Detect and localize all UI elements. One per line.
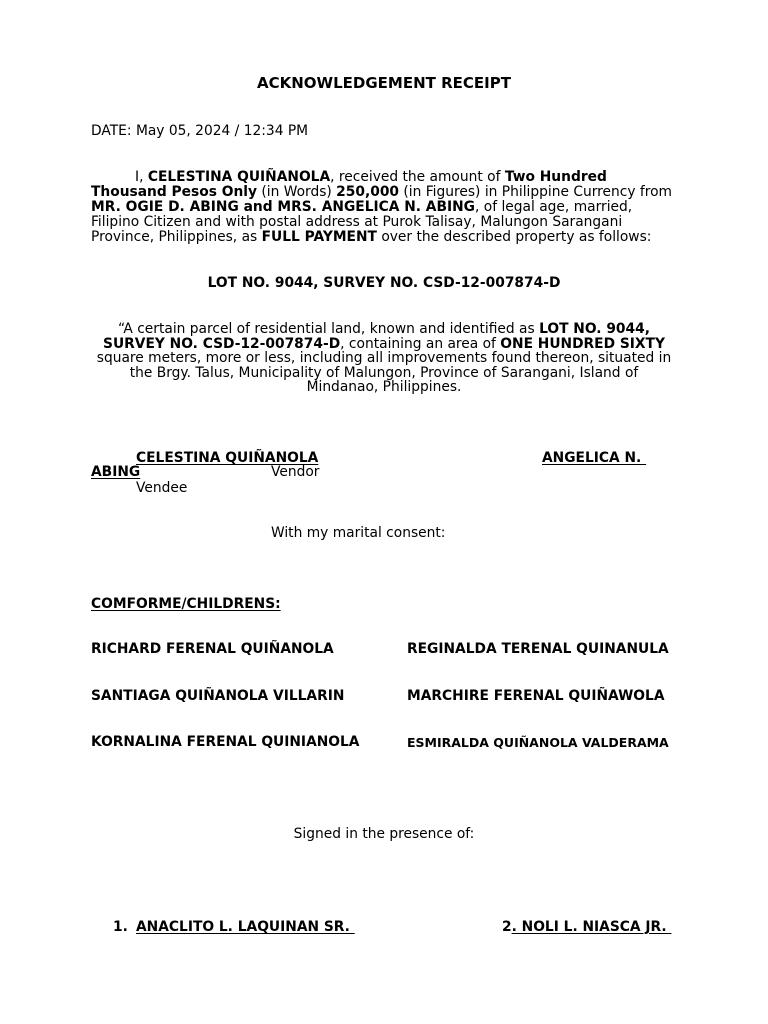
text-run: , received the amount of	[330, 168, 505, 185]
amount-in-words: Two Hundred	[504, 168, 607, 185]
vendee-signature-name-part: ANGELICA N.	[542, 449, 647, 466]
receipt-paragraph	[91, 170, 681, 245]
child-name: MARCHIRE FERENAL QUIÑAWOLA	[407, 687, 665, 704]
property-description-line	[0, 322, 768, 337]
vendee-role-label: Vendee	[136, 479, 188, 496]
date-label: DATE:	[91, 122, 132, 139]
vendor-role-label: Vendor	[271, 463, 320, 480]
child-name: ESMIRALDA QUIÑANOLA VALDERAMA	[407, 734, 669, 750]
amount-in-words: Thousand Pesos Only	[91, 183, 258, 200]
date-line	[91, 124, 308, 139]
witness-number: 1.	[113, 918, 128, 935]
vendee-signature-name-part: ABING	[91, 463, 141, 480]
text-run: “A certain parcel of residential land, known and identified as	[118, 321, 540, 337]
child-name: RICHARD FERENAL QUIÑANOLA	[91, 640, 334, 657]
receipt-paragraph-line	[91, 170, 681, 185]
receipt-paragraph-line	[91, 230, 681, 245]
date-value: May 05, 2024 / 12:34 PM	[135, 122, 309, 139]
child-name: SANTIAGA QUIÑANOLA VILLARIN	[91, 687, 345, 704]
text-run: Mindanao, Philippines.	[306, 379, 462, 395]
child-name: KORNALINA FERENAL QUINIANOLA	[91, 733, 360, 750]
lot-number: LOT NO. 9044,	[539, 321, 650, 337]
property-description-line	[0, 337, 768, 352]
child-name: REGINALDA TERENAL QUINANULA	[407, 640, 669, 657]
text-run: I,	[135, 168, 148, 185]
text-run: , containing an area of	[340, 335, 501, 352]
amount-in-figures: 250,000	[336, 183, 400, 200]
receipt-paragraph-line	[91, 185, 681, 200]
text-run: the Brgy. Talus, Municipality of Malungon, Province of Sarangani, Island of	[129, 364, 639, 381]
land-area: ONE HUNDRED SIXTY	[500, 335, 665, 352]
payment-type: FULL PAYMENT	[261, 228, 377, 245]
text-run: , of legal age, married,	[475, 198, 633, 215]
text-run: (in Figures) in Philippine Currency from	[399, 183, 672, 200]
text-run: square meters, more or less, including all improvements found thereon, situated in	[96, 350, 672, 366]
receipt-paragraph-line	[91, 200, 681, 215]
witness-entry	[502, 920, 671, 935]
text-run: over the described property as follows:	[376, 228, 652, 245]
property-description-line	[0, 380, 768, 395]
property-description	[0, 322, 768, 395]
payer-names: MR. OGIE D. ABING and MRS. ANGELICA N. ABING	[91, 198, 476, 215]
text-run: Province, Philippines, as	[91, 228, 262, 245]
property-description-line	[0, 366, 768, 381]
text-run: (in Words)	[257, 183, 337, 200]
document-title: ACKNOWLEDGEMENT RECEIPT	[257, 73, 511, 92]
marital-consent-label: With my marital consent:	[271, 524, 446, 541]
property-description-line	[0, 351, 768, 366]
witness-name: . NOLI L. NIASCA JR.	[511, 918, 672, 935]
witness-name: ANACLITO L. LAQUINAN SR.	[136, 918, 355, 935]
receiver-name: CELESTINA QUIÑANOLA	[147, 168, 331, 185]
survey-number: SURVEY NO. CSD-12-007874-D	[103, 335, 341, 352]
vendor-signature-name: CELESTINA QUIÑANOLA	[136, 449, 319, 466]
witness-heading: Signed in the presence of:	[293, 825, 475, 842]
conforme-heading: COMFORME/CHILDRENS:	[91, 595, 281, 612]
witness-number: 2	[502, 918, 512, 935]
receipt-paragraph-line	[91, 215, 681, 230]
property-heading: LOT NO. 9044, SURVEY NO. CSD-12-007874-D	[207, 274, 561, 291]
text-run: Filipino Citizen and with postal address at Purok Talisay, Malungon Sarangani	[91, 213, 623, 230]
